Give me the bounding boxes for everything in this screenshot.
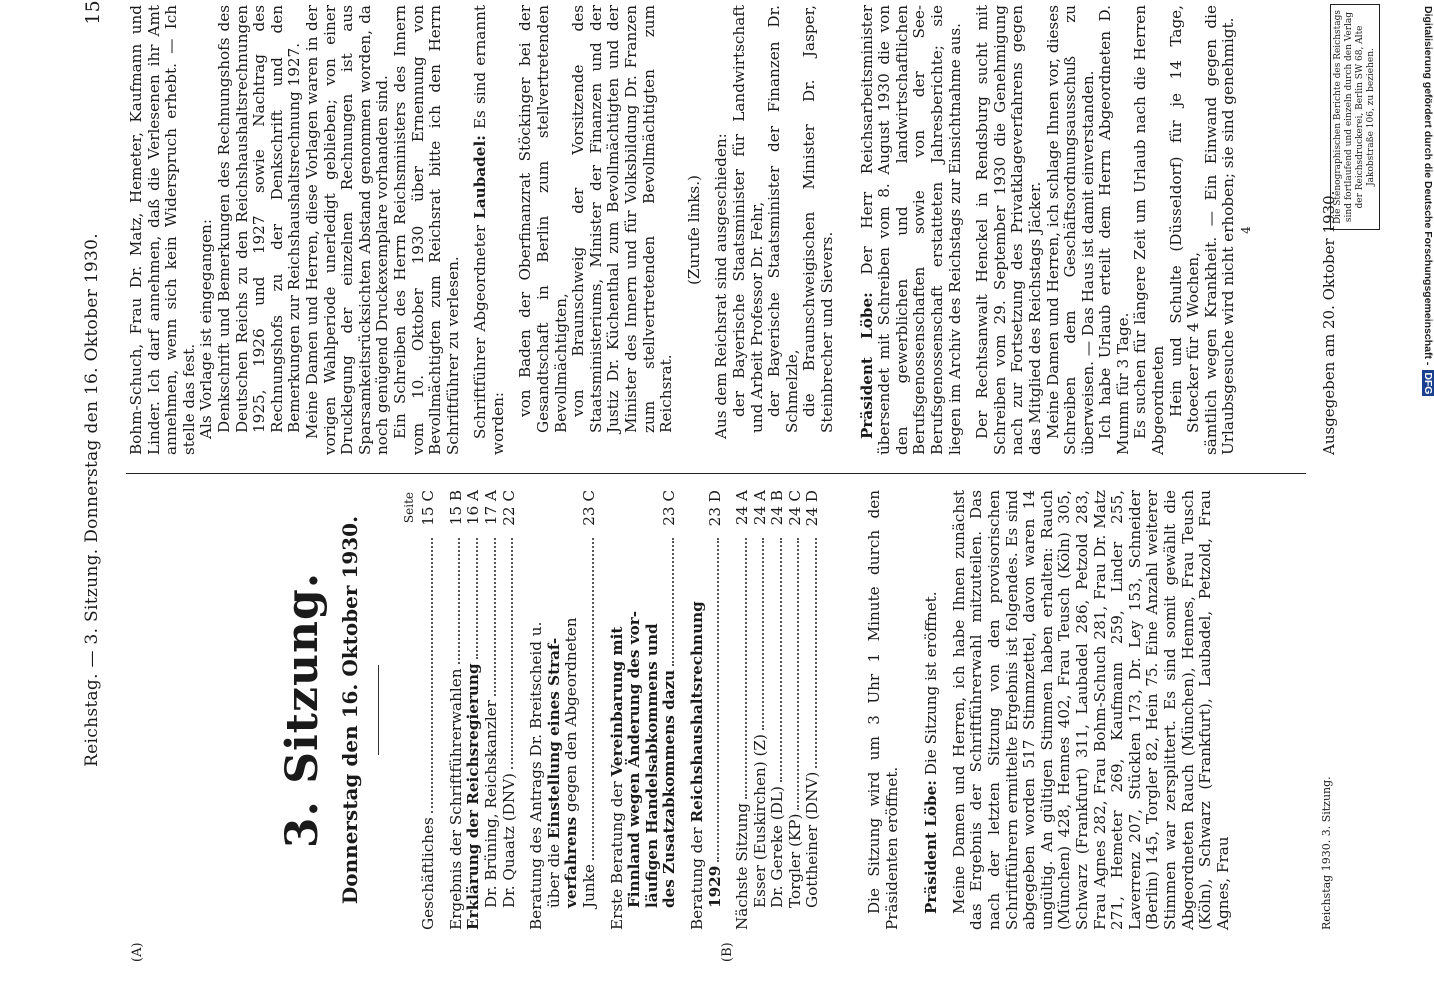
paragraph: der Bayerische Staatsminister der Finanzen Dr. Schmelzle, <box>765 5 801 433</box>
dfg-credit <box>1420 6 1434 996</box>
election-result-paragraph: Meine Damen und Herren, ich habe Ihnen zunächst das Ergebnis der Schriftführerwahl mitzuteilen. Das nach der letzten Sitzung von den provisorischen Schriftführern ermittelte Ergebnis ist folgendes. Es sind abgegeben worden 517 Stimmzettel, davon waren 14 ungültig. An gültigen Stimmen haben erhalten: Rauch (München) 428, Hennes 402, Frau Teusch (Köln) 305, Schwarz (Frankfurt) 311, Laubadel 286, Petzold 283, Frau Agnes 282, Frau Bohm-Schuch 281, Frau Dr. Matz 271, Hemeter 269, Kaufmann 259, Linder 255, Laverrenz 207, Stücklen 173, Dr. Ley 153, Schneider (Berlin) 145, Torgler 82, Hein 75. Eine Anzahl weiterer Stimmen war zersplittert. Es sind somit gewählt die Abgeordneten Rauch (München), Hennes, Frau Teusch (Köln), Schwarz (Frankfurt), Laubadel, Petzold, Frau Agnes, Frau <box>949 490 1232 930</box>
margin-letter-b: (B) <box>720 942 735 962</box>
toc-entry-finnland: Erste Beratung der Vereinbarung mit Finnland wegen Änderung des vor- läufigen Handelsabkommens und des Zusatzabkommens dazu 23 C <box>607 490 679 930</box>
paragraph: sämtlich wegen Krankheit. — Ein Einwand gegen die Urlaubsgesuche wird nicht erhoben; sie sind genehmigt. <box>1201 5 1238 455</box>
left-column <box>128 490 1232 930</box>
toc-entry: Ergebnis der Schriftführerwahlen 15 B <box>446 490 465 930</box>
toc-entry: Erklärung der Reichsregierung 16 A <box>464 490 483 930</box>
running-header <box>82 0 112 1000</box>
paragraph: von Braunschweig der Vorsitzende des Staatsministeriums, Minister der Finanzen und der Justiz Dr. Küchenthal zum Bevollmächtigten und der Minister des Innern und für Volksbildung Dr. Franzen zum stellvertretenden Bevollmächtigten zum Reichsrat. <box>569 5 676 433</box>
right-column <box>128 5 1256 455</box>
column-divider <box>126 473 1306 474</box>
toc-entry: Gottheiner (DNV) 24 D <box>803 490 822 908</box>
header-title: Reichstag. — 3. Sitzung. Donnerstag den 16. Oktober 1930. <box>82 233 102 767</box>
toc-entry: Esser (Euskirchen) (Z) 24 A <box>750 490 769 908</box>
page-number: 15 <box>82 0 104 25</box>
toc-entry: Torgler (KP) 24 C <box>785 490 804 908</box>
paragraph: Meine Damen und Herren, ich schlage Ihnen vor, dieses Schreiben dem Geschäftsordnungsausschuß zu überweisen. — Das Haus ist damit einverstanden. <box>1043 5 1097 455</box>
ausgegeben-line: Ausgegeben am 20. Oktober 1930. <box>1320 190 1338 455</box>
paragraph: Ein Schreiben des Herrn Reichsministers des Innern vom 10. Oktober 1930 über Ernennung von Bevollmächtigten zum Reichsrat bitte ich den Herrn Schriftführer zu verlesen. <box>390 5 462 455</box>
paragraph: Denkschrift und Bemerkungen des Rechnungshofs des Deutschen Reichs zu den Reichshaushaltsrechnungen 1925, 1926 und 1927 sowie Nachtrag des Rechnungshofs zu der Denkschrift und den Bemerkungen zur Reichshaushaltsrechnung 1927. <box>214 5 304 433</box>
title-rule <box>378 665 379 755</box>
paragraph: Bohm-Schuch, Frau Dr. Matz, Hemeter, Kaufmann und Linder. Ich darf annehmen, daß die Verlesenen ihr Amt annehmen, wenn sich kein Widerspruch erhebt. — Ich stelle das fest. <box>127 5 198 455</box>
paragraph: Aus dem Reichsrat sind ausgeschieden: <box>712 133 731 439</box>
seite-label: Seite <box>401 492 416 524</box>
toc-entry: Dr. Brüning, Reichskanzler 17 A <box>481 490 500 908</box>
session-title: 3. Sitzung. <box>277 571 328 849</box>
toc-entry: Nächste Sitzung 24 A <box>733 490 752 930</box>
paragraph: Präsident Löbe: Der Herr Reichsarbeitsminister übersendet mit Schreiben vom 8. August 1930 die von den gewerblichen und landwirtschaftlichen Berufsgenossenschaften sowie von der See-Berufsgenossenschaft erstatteten Jahresberichte; sie liegen im Archiv des Reichstags zur Einsichtnahme aus. <box>857 5 964 455</box>
paragraph: Der Rechtsanwalt Henckel in Rendsburg sucht mit Schreiben vom 29. September 1930 die Genehmigung nach zur Fortsetzung des Privatklageverfahrens gegen das Mitglied des Reichstags Jäcker. <box>973 5 1044 455</box>
paragraph: die Braunschweigischen Minister Dr. Jasper, Steinbrecher und Sievers. <box>800 5 836 433</box>
toc-entry-strafverfahren: Beratung des Antrags Dr. Breitscheid u. über die Einstellung eines Straf- verfahrens gegen den Abgeordneten Junke 23 C <box>527 490 598 930</box>
paragraph: von Baden der Oberfinanzrat Stöckinger bei der Gesandtschaft in Berlin zum stellvertretenden Bevollmächtigten, <box>516 5 570 433</box>
paragraph: Es suchen für längere Zeit um Urlaub nach die Herren Abgeordneten <box>1131 5 1168 455</box>
paragraph: Schriftführer Abgeordneter Laubadel: Es sind ernannt worden: <box>471 5 507 455</box>
opening-paragraph: Die Sitzung wird um 3 Uhr 1 Minute durch den Präsidenten eröffnet. <box>865 490 901 930</box>
toc-entry-haushalt: Beratung der Reichshaushaltsrechnung 1929 23 D <box>687 490 724 930</box>
president-opening: Präsident Löbe: Die Sitzung ist eröffnet. <box>922 591 941 914</box>
interjection: (Zurufe links.) <box>684 175 703 285</box>
footer-signature: Reichstag 1930. 3. Sitzung. <box>1320 776 1333 930</box>
dfg-credit-text: Digitalisierung gefördert durch die Deutsche Forschungsgemeinschaft - <box>1422 6 1434 369</box>
paragraph: Als Vorlage ist eingegangen: <box>197 219 216 439</box>
sheet-number: 4 <box>1239 226 1254 234</box>
paragraph: der Bayerische Staatsminister für Landwirtschaft und Arbeit Professor Dr. Fehr, <box>730 5 766 433</box>
publisher-note: Die Stenographischen Berichte des Reichstags sind fortlaufend und einzeln durch den Verlag der Reichsdruckerei, Berlin SW 68, Alte Jakobstraße 106, zu beziehen. <box>1330 4 1380 230</box>
toc-entry: Dr. Quaatz (DNV) 22 C <box>499 490 518 908</box>
paragraph: Ich habe Urlaub erteilt dem Herrn Abgeordneten D. Mumm für 3 Tage. <box>1096 5 1132 455</box>
margin-letter-a: (A) <box>130 942 145 962</box>
paragraph: Hein und Schulte (Düsseldorf) für je 14 Tage, Stoecker für 4 Wochen, <box>1166 5 1203 433</box>
toc-entry: Dr. Gereke (DL) 24 B <box>768 490 787 908</box>
paragraph: Meine Damen und Herren, diese Vorlagen waren in der vorigen Wahlperiode unerledigt geblieben; von einer Drucklegung der einzelnen Rechnungen ist aus Sparsamkeitsrücksichten Abstand genommen worden, da noch genügend Druckexemplare vorhanden sind. <box>302 5 392 455</box>
dfg-badge: DFG <box>1422 372 1434 395</box>
session-date: Donnerstag den 16. Oktober 1930. <box>338 515 362 905</box>
toc-entry: Geschäftliches 15 C <box>419 490 438 930</box>
document-page <box>20 0 1400 1000</box>
